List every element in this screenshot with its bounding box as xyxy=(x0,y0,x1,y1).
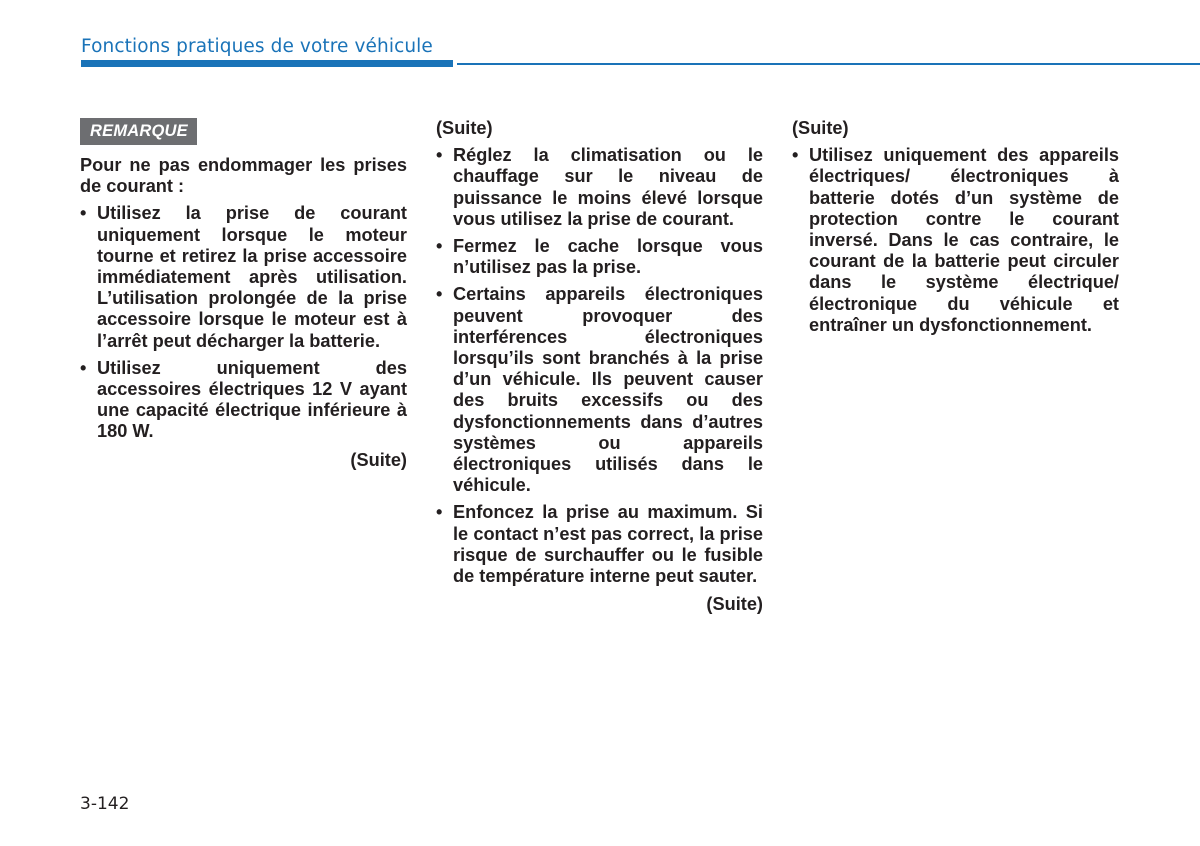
page-number: 3-142 xyxy=(80,794,130,814)
column-2 xyxy=(436,118,763,615)
bullet-list-2 xyxy=(436,145,763,587)
bullet-list-3 xyxy=(792,145,1119,336)
bullet-icon: • xyxy=(436,284,443,305)
list-item: • Utilisez uniquement des appareils électriques/ électroniques à batterie dotés d’un système de protection contre le courant inversé. Dans le cas contraire, le courant de la batterie peut circuler dans le système électrique/électronique du véhicule et entraîner un dysfonctionnement. xyxy=(792,145,1119,335)
bullet-icon: • xyxy=(80,357,87,378)
bullet-list-1 xyxy=(80,203,407,442)
list-item: • Réglez la climatisation ou le chauffage sur le niveau de puissance le moins élevé lorsque vous utilisez la prise de courant. xyxy=(436,145,763,229)
continued-label: (Suite) xyxy=(350,449,407,470)
list-item: • Certains appareils électroniques peuvent provoquer des interférences électroniques lorsqu’ils sont branchés à la prise d’un véhicule. Ils peuvent causer des bruits excessifs ou des dysfonctionnements dans d’autres systèmes ou appareils électroniques utilisés dans le véhicule. xyxy=(436,284,763,496)
bullet-icon: • xyxy=(436,145,443,166)
list-item: • Utilisez uniquement des accessoires électriques 12 V ayant une capacité électrique inférieure à 180 W. xyxy=(80,357,407,442)
bullet-icon: • xyxy=(80,203,87,224)
list-item: • Utilisez la prise de courant uniquement lorsque le moteur tourne et retirez la prise accessoire immédiatement après utilisation. L’utilisation prolongée de la prise accessoire lorsque le moteur est à l’arrêt peut décharger la batterie. xyxy=(80,203,407,351)
column-1 xyxy=(80,118,407,471)
remarque-badge: REMARQUE xyxy=(80,118,197,145)
section-title: Fonctions pratiques de votre véhicule xyxy=(81,36,433,57)
intro-text: Pour ne pas endommager les prises de courant : xyxy=(80,155,407,197)
header-rule-thin xyxy=(457,63,1200,65)
continued-heading: (Suite) xyxy=(436,118,493,138)
bullet-icon: • xyxy=(436,236,443,257)
list-item: • Fermez le cache lorsque vous n’utilisez pas la prise. xyxy=(436,236,763,278)
list-item: • Enfoncez la prise au maximum. Si le contact n’est pas correct, la prise risque de surchauffer ou le fusible de température interne peut sauter. xyxy=(436,502,763,587)
continued-heading: (Suite) xyxy=(792,118,849,138)
continued-label: (Suite) xyxy=(706,594,763,615)
bullet-icon: • xyxy=(792,145,799,166)
column-3 xyxy=(792,118,1119,342)
bullet-icon: • xyxy=(436,502,443,523)
header-rule-thick xyxy=(81,60,453,67)
